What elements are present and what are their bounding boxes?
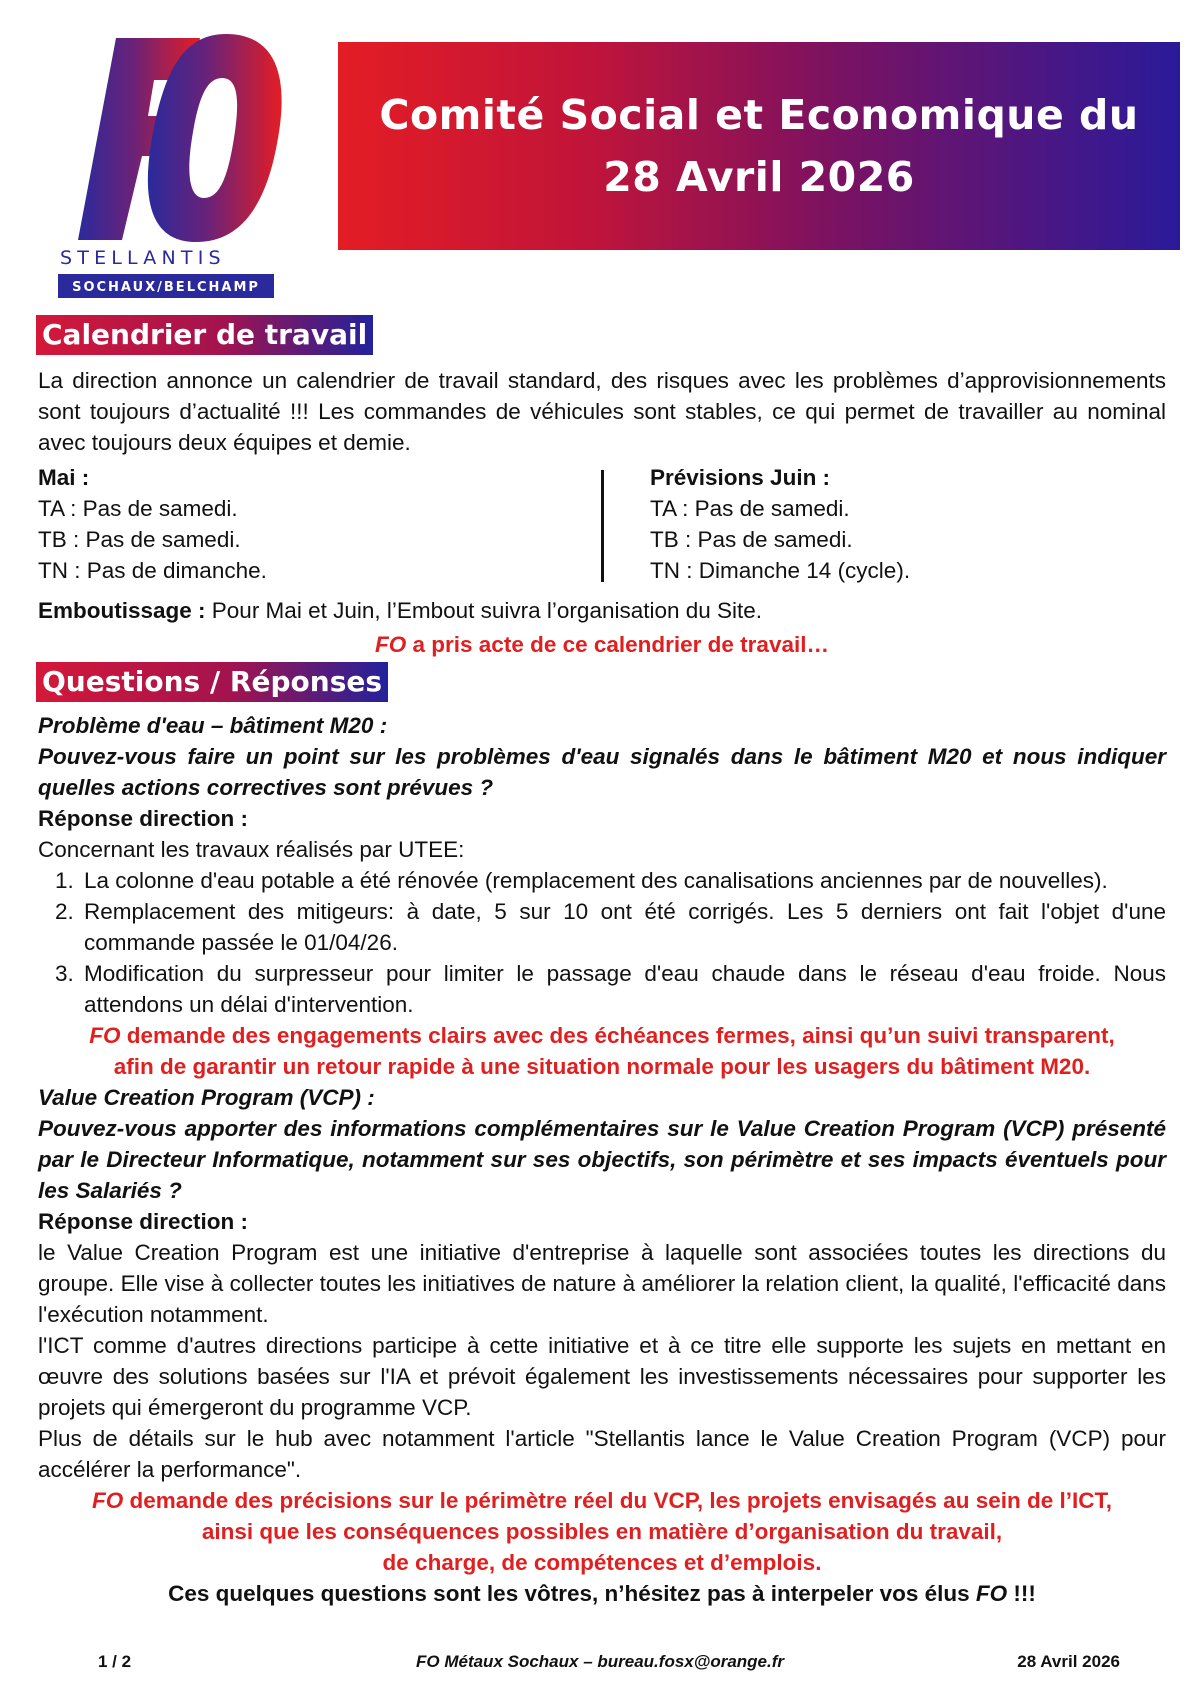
stamping-note: [38, 595, 1166, 626]
footer-date: 28 Avril 2026: [1017, 1652, 1120, 1671]
june-line: TN : Dimanche 14 (cycle).: [650, 558, 911, 583]
fo-label: FO: [375, 632, 407, 657]
vcp-answer-label: Réponse direction :: [38, 1209, 249, 1234]
title-banner: [338, 42, 1180, 250]
qa-section-heading: [36, 662, 388, 702]
vcp-answer-paragraph: le Value Creation Program est une initiative d'entreprise à laquelle sont associées toutes les directions du groupe. Elle vise à collecter toutes les initiatives de nature à améliorer la relation client, la qualité, l'efficacité dans l'exécution notamment.: [38, 1240, 1166, 1327]
may-schedule: [38, 462, 578, 586]
logo-site-text: SOCHAUX/BELCHAMP: [72, 280, 260, 295]
fo-vcp-demand-text: demande des précisions sur le périmètre réel du VCP, les projets envisagés au sein de l’ICT,: [123, 1488, 1112, 1513]
vcp-question: Pouvez-vous apporter des informations complémentaires sur le Value Creation Program (VCP) présenté par le Directeur Informatique, notamment sur ses objectifs, son périmètre et ses impacts éventuels pour les Salariés ?: [38, 1116, 1166, 1203]
fo-vcp-demand-line2: ainsi que les conséquences possibles en matière d’organisation du travail,: [201, 1519, 1003, 1544]
vcp-subject: Value Creation Program (VCP) :: [38, 1085, 375, 1110]
water-question-block: [38, 710, 1166, 1609]
closing-call: [38, 1578, 1166, 1609]
fo-vcp-demand-line1: [38, 1485, 1166, 1516]
list-item: 3. Modification du surpresseur pour limiter le passage d'eau chaude dans le réseau d'eau froide. Nous attendons un délai d'intervention.: [80, 958, 1166, 1020]
closing-end: !!!: [1007, 1581, 1036, 1606]
logo-brand-text: STELLANTIS: [60, 247, 226, 269]
water-question: Pouvez-vous faire un point sur les problèmes d'eau signalés dans le bâtiment M20 et nous indiquer quelles actions correctives sont prévues ?: [38, 744, 1166, 800]
vcp-answer-paragraph: l'ICT comme d'autres directions participe à cette initiative et à ce titre elle supporte les sujets en mettant en œuvre des solutions basées sur l'IA et prévoit également les investissements nécessaires pour supporter les projets qui émergeront du programme VCP.: [38, 1333, 1166, 1420]
banner-title-line1: Comité Social et Economique du: [379, 91, 1139, 139]
may-line: TB : Pas de samedi.: [38, 527, 241, 552]
fo-label: FO: [975, 1581, 1008, 1606]
june-line: TA : Pas de samedi.: [650, 496, 850, 521]
fo-stellantis-logo: [58, 34, 298, 302]
fo-water-demand-text: demande des engagements clairs avec des échéances fermes, ainsi qu’un suivi transparent,: [120, 1023, 1115, 1048]
fo-water-demand-line2: afin de garantir un retour rapide à une situation normale pour les usagers du bâtiment M20.: [113, 1054, 1091, 1079]
stamping-label: Emboutissage :: [38, 598, 206, 623]
may-line: TA : Pas de samedi.: [38, 496, 238, 521]
footer-contact: FO Métaux Sochaux – bureau.fosx@orange.fr: [416, 1652, 784, 1671]
stamping-text: Pour Mai et Juin, l’Embout suivra l’organisation du Site.: [205, 598, 763, 623]
list-item: 2. Remplacement des mitigeurs: à date, 5 sur 10 ont été corrigés. Les 5 derniers ont fait l'objet d'une commande passée le 01/04/26.: [80, 896, 1166, 958]
june-schedule: [650, 462, 1170, 586]
list-item: 1. La colonne d'eau potable a été rénovée (remplacement des canalisations anciennes par de nouvelles).: [80, 865, 1166, 896]
banner-title-line2: 28 Avril 2026: [603, 153, 915, 201]
water-subject: Problème d'eau – bâtiment M20 :: [38, 713, 388, 738]
may-line: TN : Pas de dimanche.: [38, 558, 267, 583]
fo-vcp-demand-line3: de charge, de compétences et d’emplois.: [382, 1550, 822, 1575]
fo-calendar-note: [38, 629, 1166, 660]
water-answer-label: Réponse direction :: [38, 806, 249, 831]
fo-calendar-note-text: a pris acte de ce calendrier de travail…: [406, 632, 829, 657]
june-title: Prévisions Juin :: [650, 465, 831, 490]
calendar-intro: La direction annonce un calendrier de travail standard, des risques avec les problèmes d’approvisionnements sont toujours d’actualité !!! Les commandes de véhicules sont stables, ce qui permet de travailler au nominal avec toujours deux équipes et demie.: [38, 368, 1166, 455]
qa-heading: Questions / Réponses: [36, 662, 388, 702]
june-line: TB : Pas de samedi.: [650, 527, 853, 552]
may-title: Mai :: [38, 465, 90, 490]
page-number: 1 / 2: [98, 1652, 132, 1671]
calendar-heading: Calendrier de travail: [36, 315, 373, 355]
calendar-section-heading: [36, 315, 373, 355]
water-actions-list: [38, 865, 1166, 1020]
water-answer-intro: Concernant les travaux réalisés par UTEE:: [38, 837, 465, 862]
calendar-months: [38, 462, 1168, 590]
fo-logo-icon: [58, 34, 298, 302]
fo-label: FO: [89, 1023, 121, 1048]
fo-water-demand-line1: [38, 1020, 1166, 1051]
fo-label: FO: [92, 1488, 124, 1513]
closing-text: Ces quelques questions sont les vôtres, n’hésitez pas à interpeler vos élus: [168, 1581, 976, 1606]
vcp-answer-paragraph: Plus de détails sur le hub avec notamment l'article "Stellantis lance le Value Creation Program (VCP) pour accélérer la performance".: [38, 1426, 1166, 1482]
column-divider: [601, 470, 604, 582]
